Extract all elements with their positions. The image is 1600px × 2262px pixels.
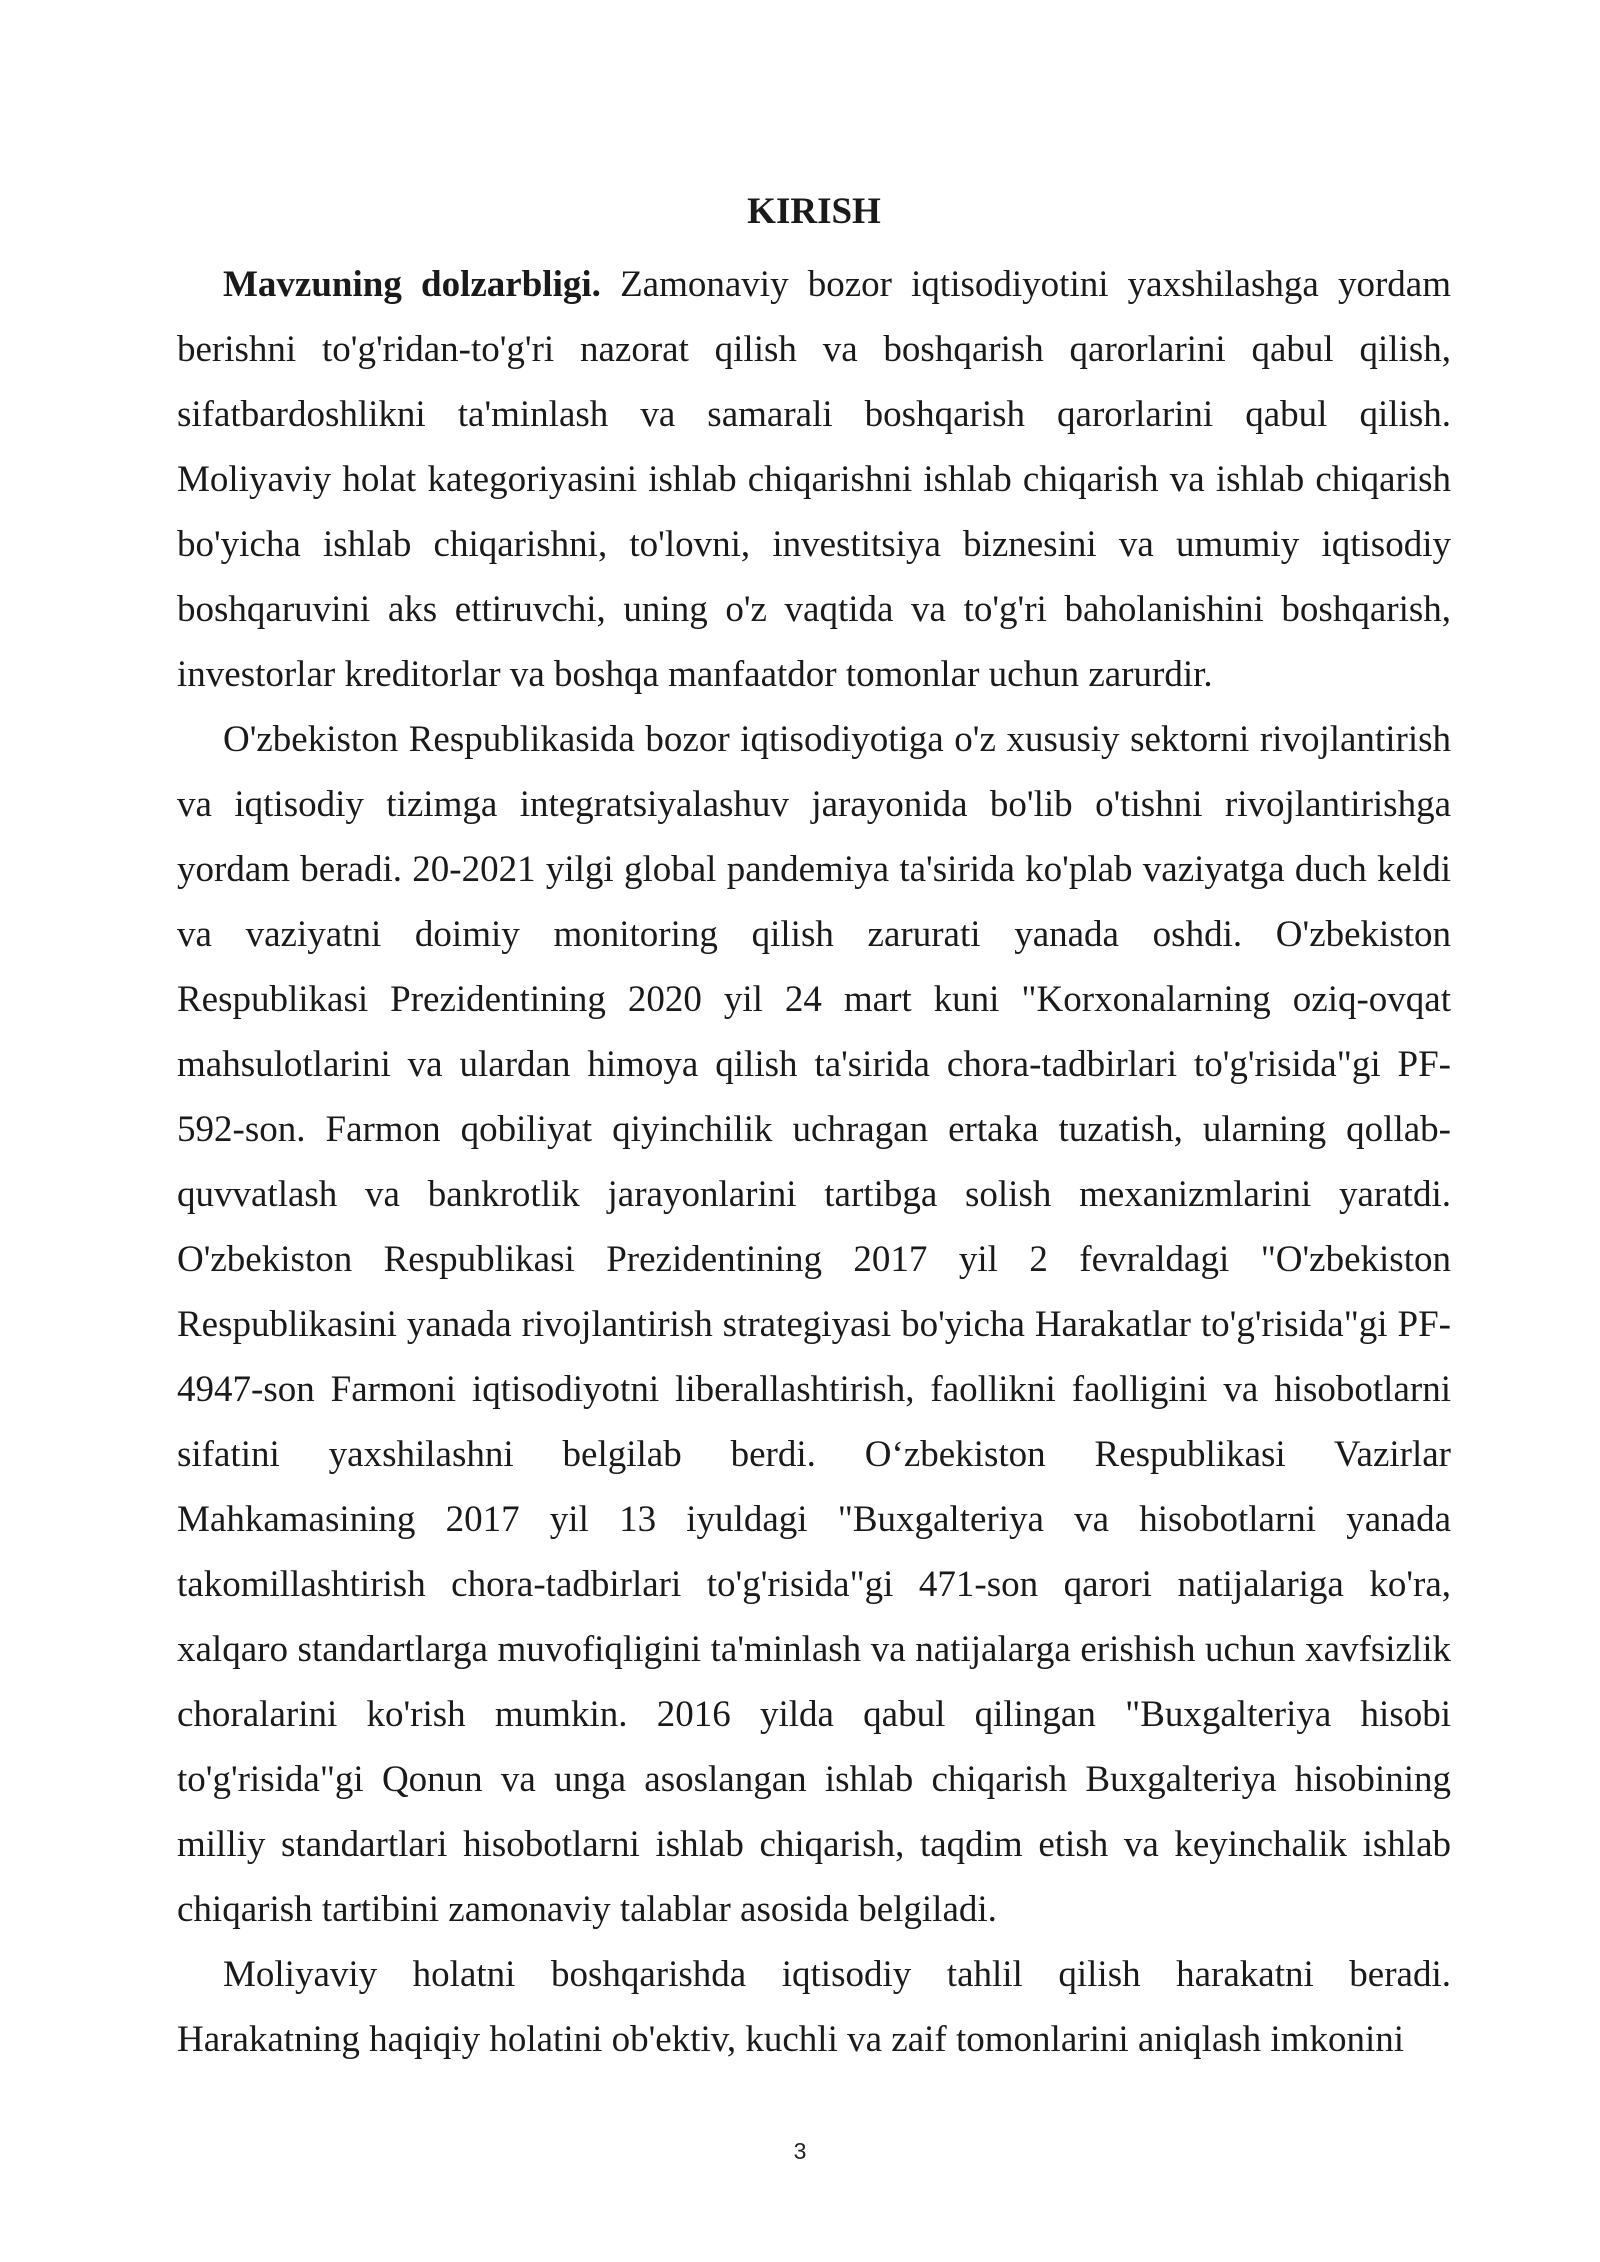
paragraph-analysis xyxy=(177,1942,1451,2072)
paragraph-text: O'zbekiston Respublikasida bozor iqtisodiyotiga o'z xususiy sektorni rivojlantirish va iqtisodiy tizimga integratsiyalashuv jarayonida bo'lib o'tishni rivojlantirishga yordam beradi. 20-2021 yilgi global pandemiya ta'sirida ko'plab vaziyatga duch keldi va vaziyatni doimiy monitoring qilish zarurati yanada oshdi. O'zbekiston Respublikasi Prezidentining 2020 yil 24 mart kuni "Korxonalarning oziq-ovqat mahsulotlarini va ulardan himoya qilish ta'sirida chora-tadbirlari to'g'risida"gi PF-592-son. Farmon qobiliyat qiyinchilik uchragan ertaka tuzatish, ularning qollab-quvvatlash va bankrotlik jarayonlarini tartibga solish mexanizmlarini yaratdi. O'zbekiston Respublikasi Prezidentining 2017 yil 2 fevraldagi "O'zbekiston Respublikasini yanada rivojlantirish strategiyasi bo'yicha Harakatlar to'g'risida"gi PF-4947-son Farmoni iqtisodiyotni liberallashtirish, faollikni faolligini va hisobotlarni sifatini yaxshilashni belgilab berdi. O‘zbekiston Respublikasi Vazirlar Mahkamasining 2017 yil 13 iyuldagi "Buxgalteriya va hisobotlarni yanada takomillashtirish chora-tadbirlari to'g'risida"gi 471-son qarori natijalariga ko'ra, xalqaro standartlarga muvofiqligini ta'minlash va natijalarga erishish uchun xavfsizlik choralarini ko'rish mumkin. 2016 yilda qabul qilingan "Buxgalteriya hisobi to'g'risida"gi Qonun va unga asoslangan ishlab chiqarish Buxgalteriya hisobining milliy standartlari hisobotlarni ishlab chiqarish, taqdim etish va keyinchalik ishlab chiqarish tartibini zamonaviy talablar asosida belgiladi. xyxy=(177,719,1451,1930)
paragraph-relevance xyxy=(177,252,1451,707)
document-body xyxy=(177,188,1451,2072)
section-heading: KIRISH xyxy=(747,191,881,232)
paragraph-lead: Mavzuning dolzarbligi. xyxy=(223,264,601,305)
page-number: 3 xyxy=(793,2138,807,2164)
paragraph-text: Moliyaviy holatni boshqarishda iqtisodiy tahlil qilish harakatni beradi. Harakatning haqiqiy holatini ob'ektiv, kuchli va zaif tomonlarini aniqlash imkonini xyxy=(177,1954,1451,2060)
paragraph-text: Zamonaviy bozor iqtisodiyotini yaxshilashga yordam berishni to'g'ridan-to'g'ri nazorat qilish va boshqarish qarorlarini qabul qilish, sifatbardoshlikni ta'minlash va samarali boshqarish qarorlarini qabul qilish. Moliyaviy holat kategoriyasini ishlab chiqarishni ishlab chiqarish va ishlab chiqarish bo'yicha ishlab chiqarishni, to'lovni, investitsiya biznesini va umumiy iqtisodiy boshqaruvini aks ettiruvchi, uning o'z vaqtida va to'g'ri baholanishini boshqarish, investorlar kreditorlar va boshqa manfaatdor tomonlar uchun zarurdir. xyxy=(177,264,1451,695)
paragraph-legislation xyxy=(177,707,1451,1942)
